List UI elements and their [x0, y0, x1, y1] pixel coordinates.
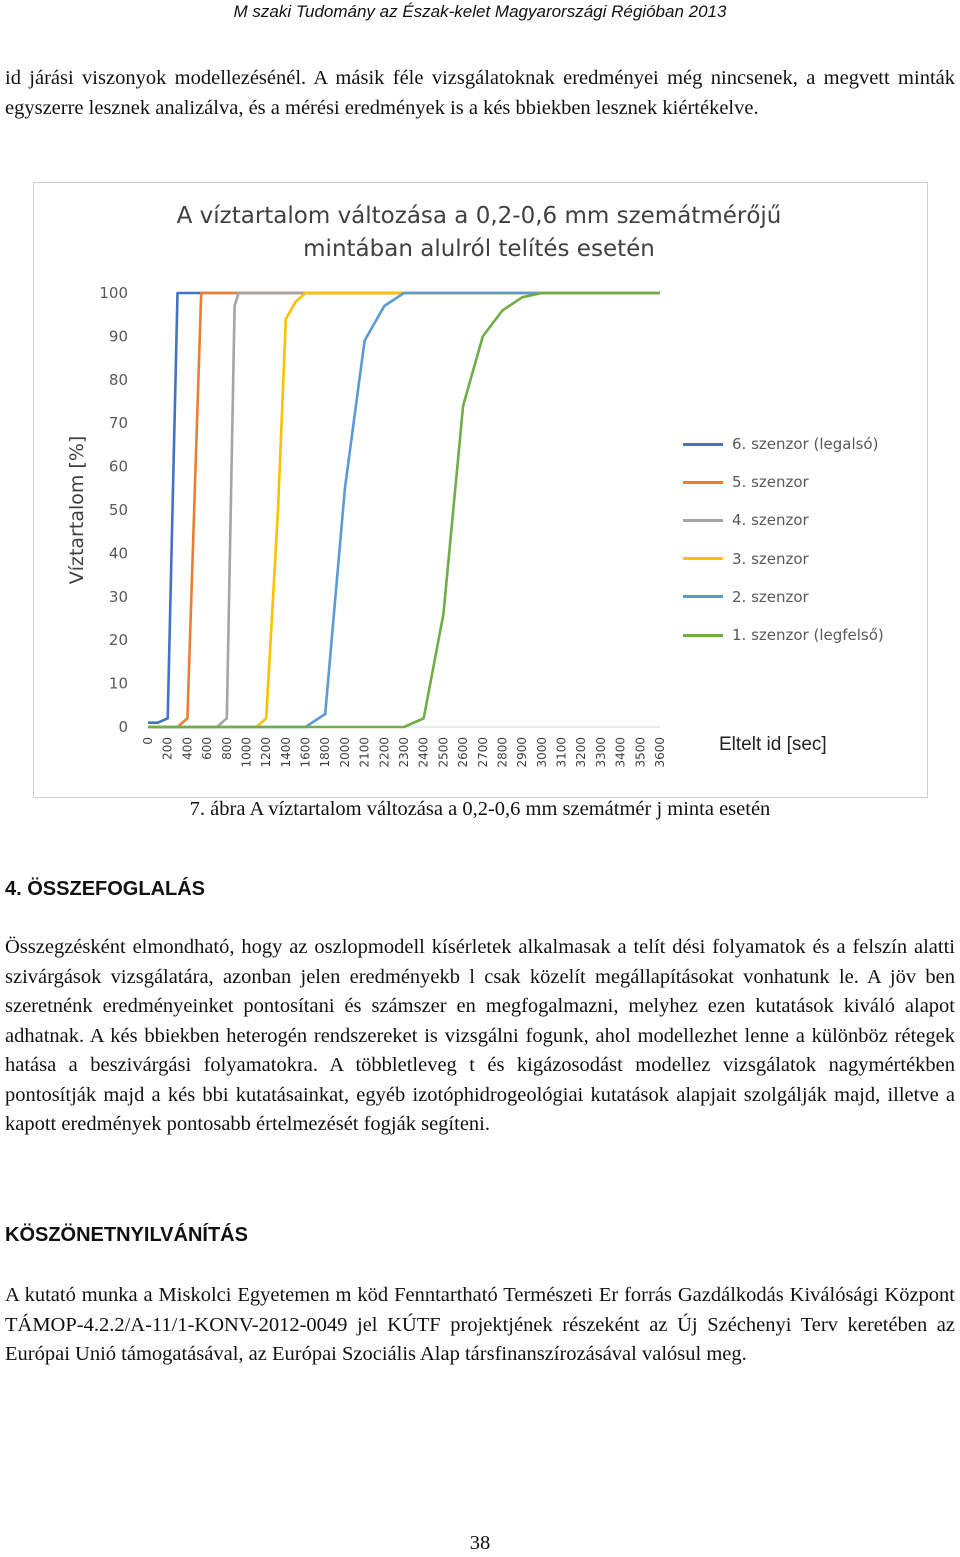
- legend-swatch: [683, 595, 723, 598]
- legend-item: [683, 425, 884, 463]
- x-tick-label: 1200: [259, 737, 274, 768]
- y-tick-label: 40: [108, 544, 128, 563]
- series-line-3: [148, 293, 660, 727]
- x-tick-label: 2200: [377, 737, 392, 768]
- x-tick-label: 2500: [436, 737, 451, 768]
- chart-title-line-2: mintában alulról telítés esetén: [303, 236, 655, 262]
- chart-legend: [683, 425, 884, 654]
- legend-swatch: [683, 557, 723, 560]
- y-axis-label: Víztartalom [%]: [66, 435, 88, 585]
- series-line-5: [148, 293, 660, 727]
- x-tick-label: 1800: [318, 737, 333, 768]
- y-tick-label: 80: [108, 370, 128, 389]
- x-tick-label: 0: [141, 737, 155, 745]
- series-line-4: [148, 293, 660, 727]
- intro-paragraph: id járási viszonyok modellezésénél. A másik féle vizsgálatoknak eredményei még nincsenek, a megvett minták egyszerre lesznek analizálva, és a mérési eredmények is a kés bbiekben lesznek kiértékelve.: [5, 67, 955, 119]
- section-title-summary: 4. ÖSSZEFOGLALÁS: [5, 878, 206, 900]
- legend-swatch: [683, 634, 723, 637]
- x-tick-label: 3600: [653, 737, 667, 768]
- chart-title-line-1: A víztartalom változása a 0,2-0,6 mm szemátmérőjű: [176, 203, 782, 229]
- legend-label: 5. szenzor: [732, 473, 809, 492]
- x-tick-label: 600: [200, 737, 215, 760]
- x-tick-label: 1600: [298, 737, 313, 768]
- y-tick-label: 60: [108, 457, 128, 476]
- legend-label: 4. szenzor: [732, 511, 809, 530]
- x-tick-label: 2700: [475, 737, 490, 768]
- y-tick-label: 20: [108, 631, 128, 650]
- legend-swatch: [683, 443, 723, 446]
- x-tick-label: 3300: [593, 737, 608, 768]
- x-tick-label: 2800: [495, 737, 510, 768]
- series-line-2: [148, 293, 660, 727]
- x-tick-label: 2000: [337, 737, 352, 768]
- x-tick-label: 2100: [357, 737, 372, 768]
- legend-item: [683, 578, 884, 616]
- legend-label: 2. szenzor: [732, 587, 809, 606]
- legend-label: 3. szenzor: [732, 549, 809, 568]
- series-line-6: [148, 293, 660, 727]
- legend-label: 1. szenzor (legfelső): [732, 626, 884, 645]
- section-title-acknowledgement: KÖSZÖNETNYILVÁNÍTÁS: [5, 1224, 248, 1246]
- x-tick-label: 2900: [515, 737, 530, 768]
- legend-item: [683, 463, 884, 501]
- y-tick-label: 30: [108, 587, 128, 606]
- legend-swatch: [683, 481, 723, 484]
- y-tick-label: 10: [108, 674, 128, 693]
- x-tick-label: 2300: [397, 737, 411, 768]
- x-axis-label: Eltelt id [sec]: [719, 734, 827, 755]
- y-tick-label: 70: [108, 414, 128, 433]
- x-tick-label: 800: [219, 737, 234, 760]
- figure: [33, 182, 928, 798]
- figure-caption: 7. ábra A víztartalom változása a 0,2-0,6 mm szemátmér j minta esetén: [189, 798, 771, 820]
- legend-swatch: [683, 519, 723, 522]
- summary-paragraph: Összegzésként elmondható, hogy az oszlopmodell kísérletek alkalmasak a telít dési folyamatok és a felszín alatti szivárgások vizsgálatára, azonban jelen eredményekb l csak közelít megállapításokat vonhatunk le. A jöv ben szeretnénk eredményeinket pontosítani és számszer en megfogalmazni, melyhez ezen kutatások kiváló alapot adhatnak. A kés bbiekben heterogén rendszereket is vizsgálni fogunk, ahol modellezhet lenne a különböz rétegek hatása a beszivárgási folyamatokra. A többletleveg t és kigázosodást modellez vizsgálatok nagymértékben pontosítják majd a kés bbi kutatásainkat, egyéb izotóphidrogeológiai kutatások alapjait szolgálják majd, illetve a kapott eredmények pontosabb értelmezését fogják segíteni.: [5, 936, 955, 1135]
- running-header: M szaki Tudomány az Észak-kelet Magyarországi Régióban 2013: [233, 2, 727, 21]
- series-line-1: [148, 293, 660, 723]
- legend-item: [683, 540, 884, 578]
- x-tick-label: 2600: [456, 737, 471, 768]
- x-tick-label: 200: [160, 737, 175, 760]
- y-tick-label: 50: [108, 501, 128, 519]
- x-tick-label: 3100: [554, 737, 569, 768]
- y-tick-label: 90: [108, 327, 128, 346]
- x-tick-label: 3400: [613, 737, 628, 768]
- x-tick-label: 1000: [239, 737, 254, 768]
- page-number: 38: [469, 1532, 491, 1554]
- x-tick-label: 400: [180, 737, 195, 760]
- x-tick-label: 3200: [574, 737, 589, 768]
- legend-item: [683, 616, 884, 654]
- x-tick-label: 3500: [633, 737, 648, 768]
- legend-item: [683, 501, 884, 539]
- x-tick-label: 2400: [416, 737, 431, 768]
- y-tick-label: 0: [118, 718, 128, 736]
- x-tick-label: 1400: [278, 737, 293, 768]
- y-tick-label: 100: [99, 284, 128, 302]
- acknowledgement-paragraph: A kutató munka a Miskolci Egyetemen m köd Fenntartható Természeti Er forrás Gazdálkodás Kiválósági Központ TÁMOP-4.2.2/A-11/1-KONV-2012-0049 jel KÚTF projektjének részeként az Új Széchenyi Terv keretében az Európai Unió támogatásával, az Európai Szociális Alap társfinanszírozásával valósul meg.: [5, 1284, 955, 1365]
- legend-label: 6. szenzor (legalsó): [732, 435, 879, 454]
- x-tick-label: 3000: [534, 737, 549, 768]
